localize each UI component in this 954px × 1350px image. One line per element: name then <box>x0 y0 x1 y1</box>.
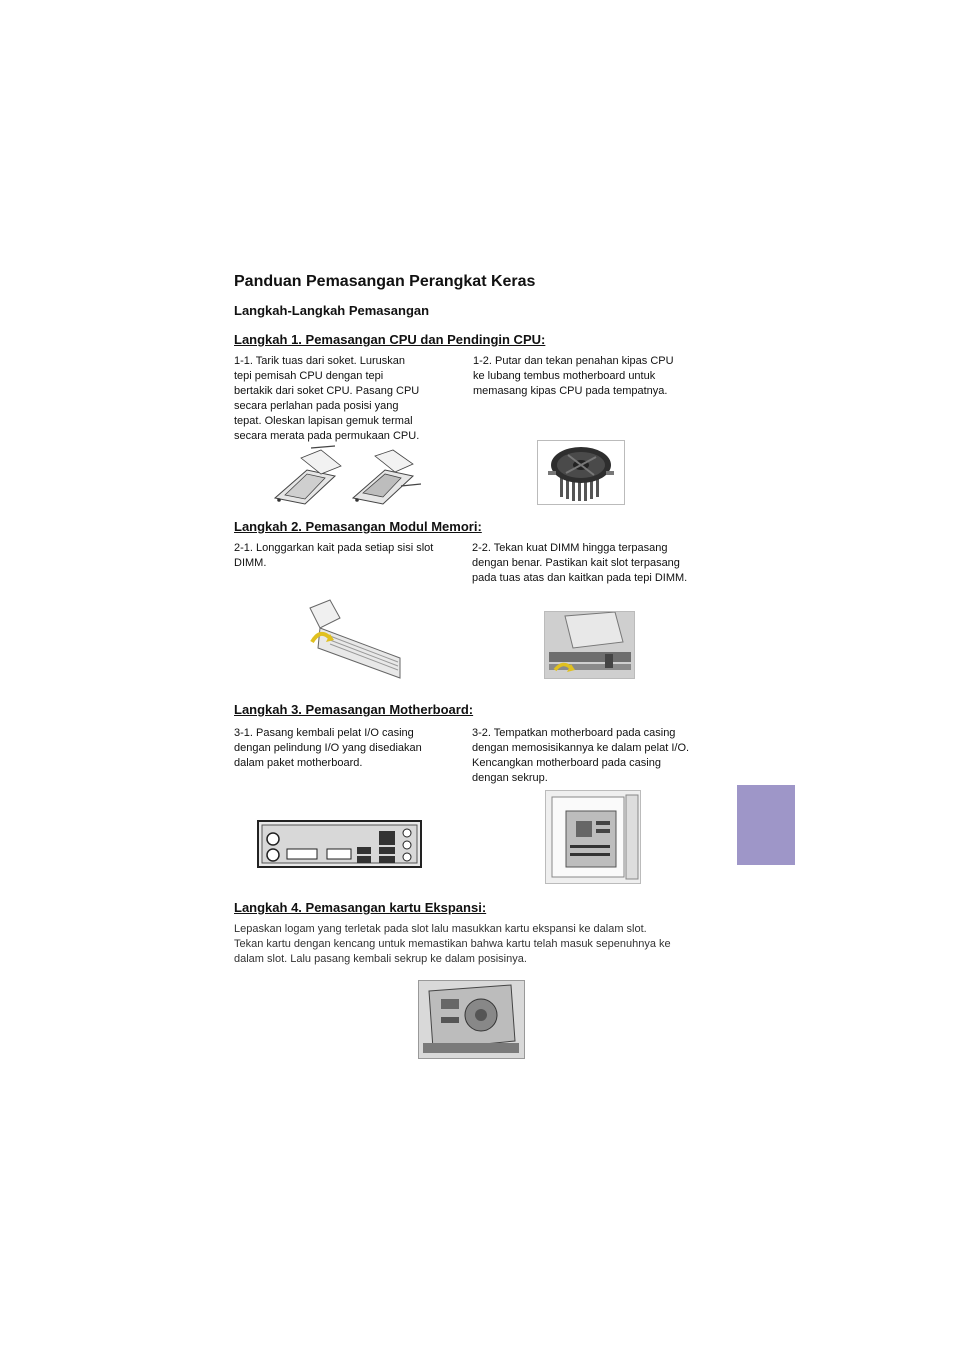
step3-heading: Langkah 3. Pemasangan Motherboard: <box>234 702 474 717</box>
step4-text: Lepaskan logam yang terletak pada slot lalu masukkan kartu ekspansi ke dalam slot. Tekan kartu dengan kencang untuk memastikan bahwa kartu telah masuk sepenuhnya ke dalam slot. Lalu pasang kembali sekrup ke dalam posisinya. <box>234 923 671 965</box>
io-shield-illustration <box>257 819 422 869</box>
page-title: Panduan Pemasangan Perangkat Keras <box>234 273 536 290</box>
step1-right-text: 1-2. Putar dan tekan penahan kipas CPU ke lubang tembus motherboard untuk memasang kipas CPU pada tempatnya. <box>473 355 674 397</box>
cpu-cooler-photo <box>537 440 625 505</box>
dimm-insert-photo <box>544 611 635 679</box>
step2-left-text: 2-1. Longgarkan kait pada setiap sisi slot DIMM. <box>234 542 434 569</box>
step2-heading: Langkah 2. Pemasangan Modul Memori: <box>234 519 482 534</box>
step1-left-text: 1-1. Tarik tuas dari soket. Luruskan tepi pemisah CPU dengan tepi bertakik dari soket CPU. Pasang CPU secara perlahan pada posisi yang tepat. Oleskan lapisan gemuk termal secara merata pada permukaan CPU. <box>234 355 420 442</box>
motherboard-casing-photo <box>545 790 641 884</box>
step2-right-text: 2-2. Tekan kuat DIMM hingga terpasang dengan benar. Pastikan kait slot terpasang pada tuas atas dan kaitkan pada tepi DIMM. <box>472 542 688 584</box>
expansion-card-photo <box>418 980 525 1059</box>
step4-heading: Langkah 4. Pemasangan kartu Ekspansi: <box>234 900 487 915</box>
step3-left-text: 3-1. Pasang kembali pelat I/O casing dengan pelindung I/O yang disediakan dalam paket motherboard. <box>234 727 422 769</box>
page-subtitle: Langkah-Langkah Pemasangan <box>234 303 430 318</box>
cpu-install-illustration <box>265 442 425 508</box>
dimm-latch-illustration <box>290 598 402 680</box>
step3-right-text: 3-2. Tempatkan motherboard pada casing dengan memosisikannya ke dalam pelat I/O. Kencangkan motherboard pada casing dengan sekrup. <box>472 727 690 784</box>
step1-heading: Langkah 1. Pemasangan CPU dan Pendingin CPU: <box>234 332 546 347</box>
chapter-side-tab <box>737 785 795 865</box>
